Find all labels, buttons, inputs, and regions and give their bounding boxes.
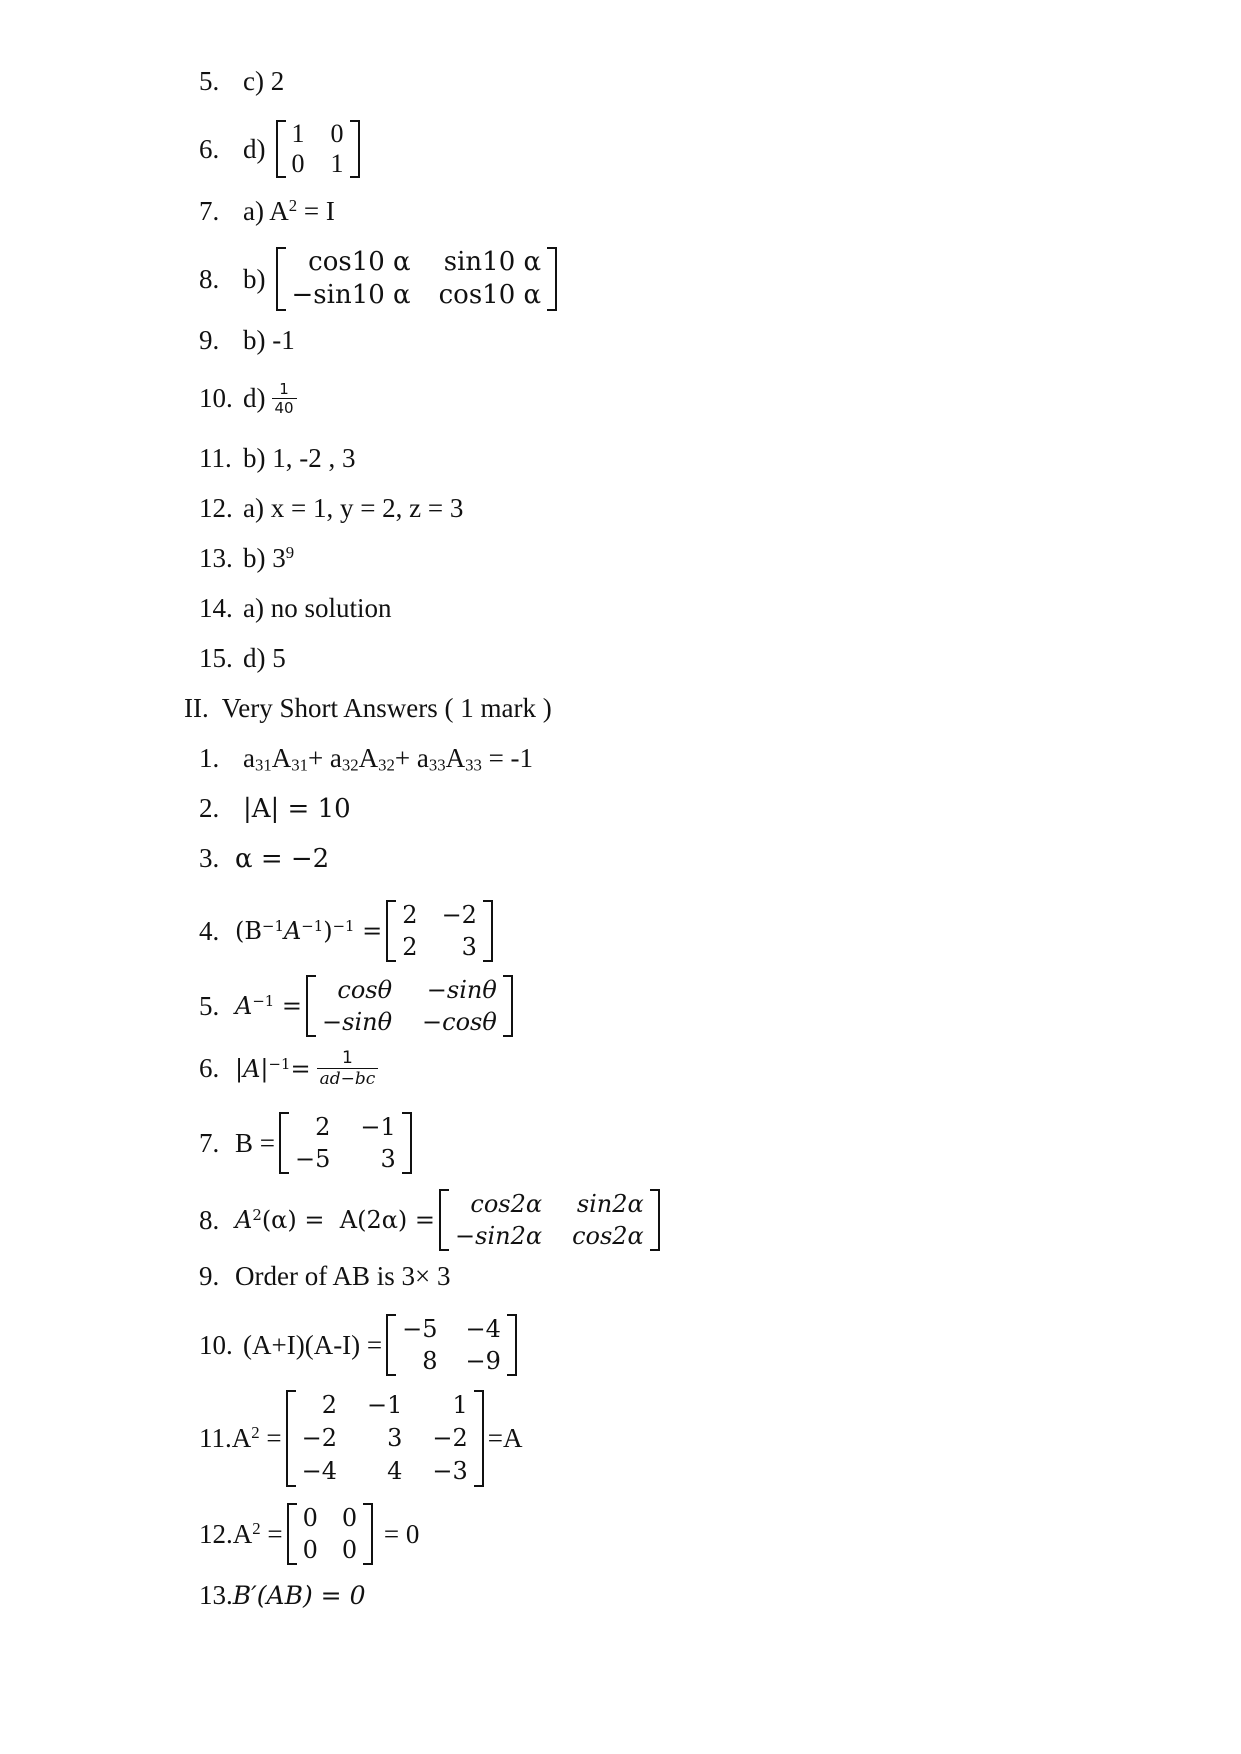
item-number: 5. (199, 990, 220, 1021)
item-number: 11. (199, 443, 232, 473)
answer-math: α = −2 (235, 843, 330, 874)
mcq-answer-8 (199, 247, 561, 311)
vsa-answer-12 (199, 1503, 419, 1565)
mcq-answer-15 (199, 643, 286, 674)
answer-math: |A| = 10 (243, 793, 351, 824)
matrix: 2 −1 1 −2 3 −2 −4 4 −3 (286, 1390, 484, 1487)
mcq-answer-6 (199, 120, 364, 178)
matrix: −5 −4 8 −9 (386, 1314, 517, 1376)
mcq-answer-12 (199, 493, 463, 524)
item-number: 13. (199, 543, 233, 573)
answer-text: c) 2 (243, 66, 285, 96)
vsa-answer-6 (199, 1048, 378, 1089)
fraction: $\frac{1}{40}$ (272, 380, 297, 417)
answer-text: (A+I)(A-I) = (243, 1329, 383, 1360)
vsa-answer-2 (199, 793, 351, 824)
item-number: 6. (199, 1053, 220, 1083)
answer-text: a) x = 1, y = 2, z = 3 (243, 493, 464, 523)
answer-text: b) -1 (243, 325, 295, 355)
answer-text: d) 5 (243, 643, 286, 673)
answer-text: b) $3^9$ (243, 542, 295, 573)
item-number: 12. (199, 493, 233, 523)
answer-math: $A^2(\alpha) = A(2\alpha)$ = (235, 1205, 436, 1234)
answer-text: $A^2$ = (232, 1518, 283, 1549)
item-number: 10. (199, 383, 233, 413)
item-number: 7. (199, 1127, 220, 1158)
vsa-answer-5 (199, 975, 517, 1037)
answer-math: $(B^{-1}A^{-1})^{-1}$ = (235, 916, 383, 945)
item-number: 6. (199, 133, 220, 164)
item-number: 7. (199, 196, 220, 226)
vsa-answer-9 (199, 1261, 450, 1292)
item-number: 11. (199, 1423, 232, 1453)
section-heading (184, 693, 552, 724)
matrix: 2 −1 −5 3 (279, 1112, 412, 1174)
item-number: 2. (199, 793, 220, 823)
answer-label: d) (243, 133, 266, 164)
item-number: 8. (199, 1204, 220, 1235)
answer-text: $A^2$ = (231, 1422, 282, 1453)
vsa-answer-1 (199, 743, 533, 774)
vsa-answer-7 (199, 1112, 416, 1174)
item-number: 3. (199, 843, 220, 873)
answer-text: Order of AB is 3× 3 (235, 1261, 451, 1291)
mcq-answer-14 (199, 593, 392, 624)
answer-math: B′(AB) = 0 (232, 1581, 366, 1610)
vsa-answer-4 (199, 900, 497, 962)
answer-text: B = (235, 1127, 275, 1158)
answer-text: b) 1, -2 , 3 (243, 443, 356, 473)
mcq-answer-11 (199, 443, 355, 474)
section-title: II. Very Short Answers ( 1 mark ) (184, 693, 552, 723)
vsa-answer-10 (199, 1314, 521, 1376)
mcq-answer-10 (199, 380, 297, 417)
item-number: 9. (199, 325, 220, 355)
matrix: 1 0 0 1 (276, 120, 360, 178)
item-number: 10. (199, 1329, 233, 1360)
item-number: 14. (199, 593, 233, 623)
item-number: 9. (199, 1261, 220, 1291)
vsa-answer-13 (199, 1580, 365, 1611)
fraction: $\frac{1}{ad-bc}$ (317, 1048, 379, 1089)
item-number: 8. (199, 263, 220, 294)
mcq-answer-13 (199, 543, 294, 574)
matrix: 0 0 0 0 (287, 1503, 374, 1565)
item-number: 15. (199, 643, 233, 673)
mcq-answer-9 (199, 325, 295, 356)
item-number: 5. (199, 66, 220, 96)
matrix: 2 −2 2 3 (386, 900, 493, 962)
vsa-answer-3 (199, 843, 329, 874)
mcq-answer-5 (199, 66, 284, 97)
item-number: 4. (199, 915, 220, 946)
answer-text: a) $A^2 = I$ (243, 195, 335, 226)
answer-text: $a_{31}A_{31}+ a_{32}A_{32}+ a_{33}A_{33} = -1$ (243, 743, 534, 775)
answer-label: b) (243, 263, 266, 294)
answer-text: = 0 (377, 1518, 420, 1549)
answer-text: =A (487, 1423, 523, 1453)
matrix: cos10 α sin10 α −sin10 α cos10 α (276, 247, 558, 311)
item-number: 12. (199, 1518, 233, 1549)
matrix: cos2α sin2α −sin2α cos2α (439, 1189, 660, 1251)
answer-label: d) (243, 383, 266, 413)
mcq-answer-7 (199, 196, 335, 227)
vsa-answer-11 (199, 1390, 523, 1487)
answer-math: $|A|^{-1}=$ (235, 1054, 311, 1083)
item-number: 1. (199, 743, 220, 773)
answer-math: $A^{-1}$ = (235, 991, 303, 1020)
vsa-answer-8 (199, 1189, 664, 1251)
matrix: cosθ −sinθ −sinθ −cosθ (306, 975, 513, 1037)
item-number: 13. (199, 1580, 233, 1610)
answer-text: a) no solution (243, 593, 392, 623)
